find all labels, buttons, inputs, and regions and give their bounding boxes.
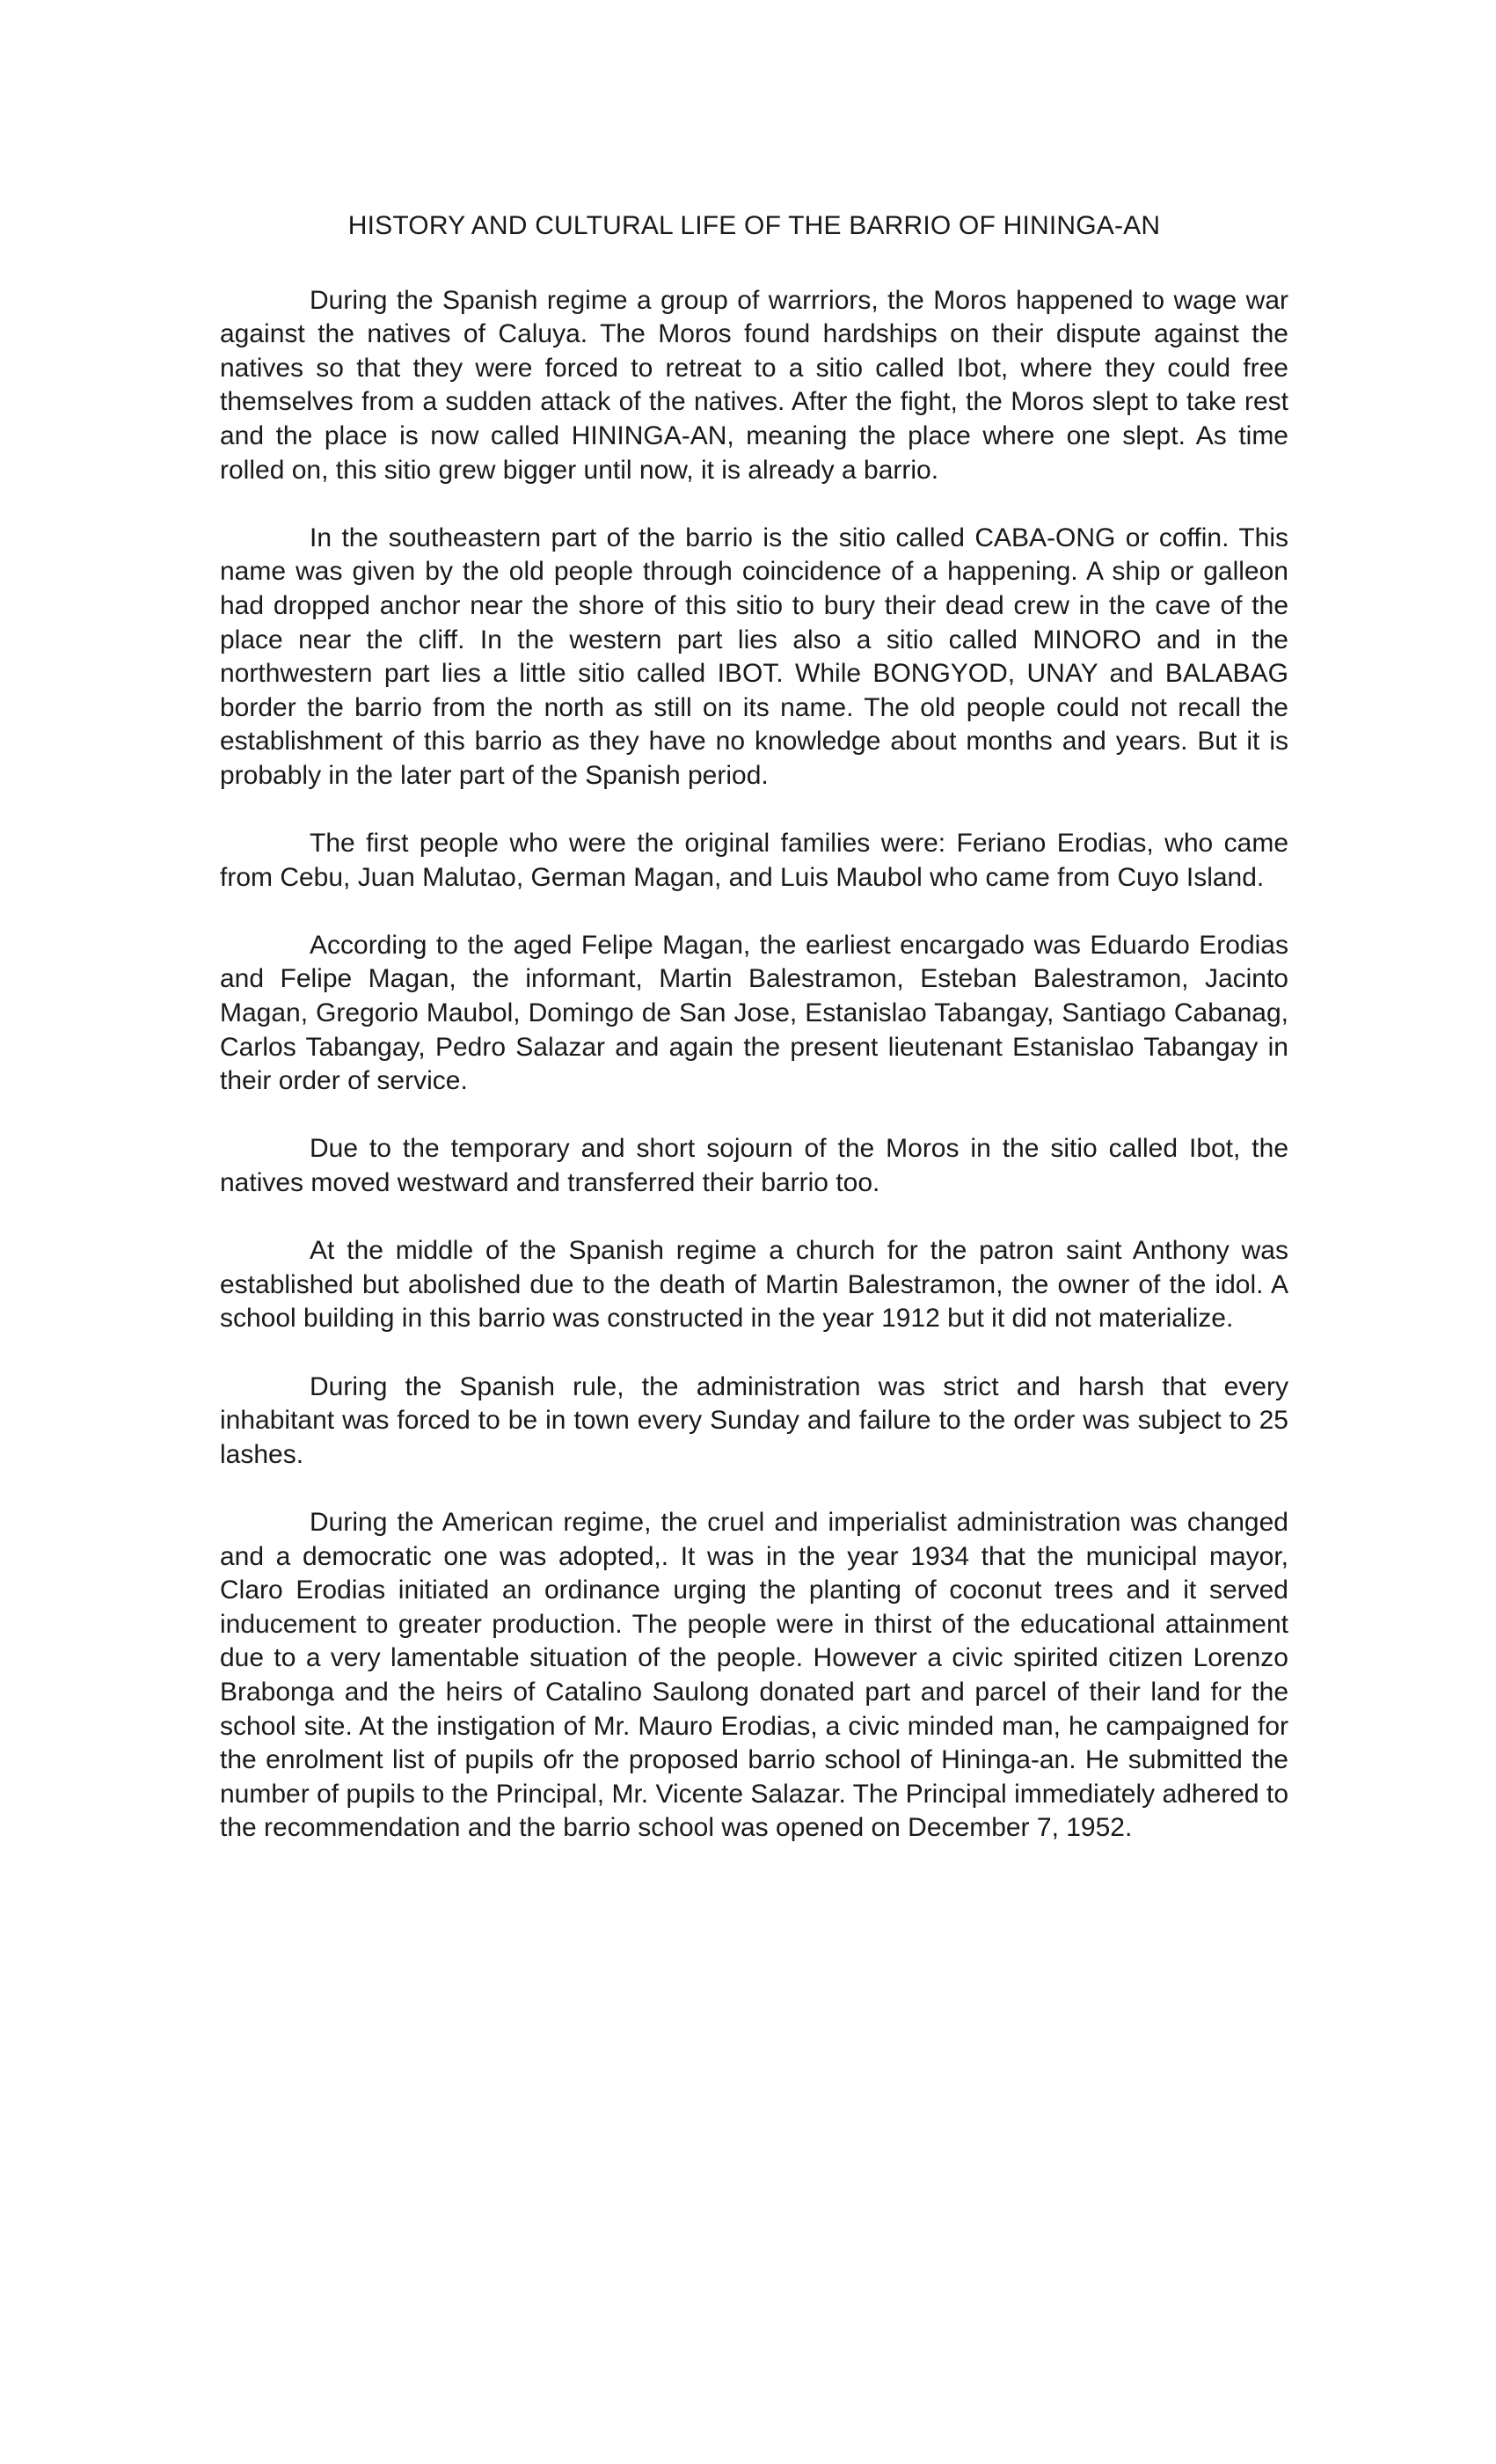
paragraph-american-regime: During the American regime, the cruel and imperialist administration was changed and a democratic one was adopted,. It was in the year 1934 that the municipal mayor, Claro Erodias initiated an ordinance urging the planting of coconut trees and it served inducement to greater production. The people were in thirst of the educational attainment due to a very lamentable situation of the people. However a civic spirited citizen Lorenzo Brabonga and the heirs of Catalino Saulong donated part and parcel of their land for the school site. At the instigation of Mr. Mauro Erodias, a civic minded man, he campaigned for the enrolment list of pupils ofr the proposed barrio school of Hininga-an. He submitted the number of pupils to the Principal, Mr. Vicente Salazar. The Principal immediately adhered to the recommendation and the barrio school was opened on December 7, 1952. [220,1507,1288,1843]
document-title: HISTORY AND CULTURAL LIFE OF THE BARRIO OF HININGA-AN [347,211,1161,240]
paragraph-relocation: Due to the temporary and short sojourn of the Moros in the sitio called Ibot, the natives moved westward and transferred their barrio too. [220,1134,1288,1198]
paragraph-church: At the middle of the Spanish regime a church for the patron saint Anthony was established but abolished due to the death of Martin Balestramon, the owner of the idol. A school building in this barrio was constructed in the year 1912 but it did not materialize. [220,1236,1288,1334]
paragraph-first-families: The first people who were the original families were: Feriano Erodias, who came from Cebu, Juan Malutao, German Magan, and Luis Maubol who came from Cuyo Island. [220,829,1288,892]
paragraph-encargados: According to the aged Felipe Magan, the earliest encargado was Eduardo Erodias and Felipe Magan, the informant, Martin Balestramon, Esteban Balestramon, Jacinto Magan, Gregorio Maubol, Domingo de San Jose, Estanislao Tabangay, Santiago Cabanag, Carlos Tabangay, Pedro Salazar and again the present lieutenant Estanislao Tabangay in their order of service. [220,930,1288,1096]
paragraph-spanish-rule: During the Spanish rule, the administration was strict and harsh that every inhabitant was forced to be in town every Sunday and failure to the order was subject to 25 lashes. [220,1371,1288,1469]
paragraph-origin: During the Spanish regime a group of warrriors, the Moros happened to wage war against the natives of Caluya. The Moros found hardships on their dispute against the natives so that they were forced to retreat to a sitio called Ibot, where they could free themselves from a sudden attack of the natives. After the fight, the Moros slept to take rest and the place is now called HININGA-AN, meaning the place where one slept. As time rolled on, this sitio grew bigger until now, it is already a barrio. [220,285,1288,485]
document-body [220,209,1288,1846]
paragraph-sitios: In the southeastern part of the barrio is the sitio called CABA-ONG or coffin. This name was given by the old people through coincidence of a happening. A ship or galleon had dropped anchor near the shore of this sitio to bury their dead crew in the cave of the place near the cliff. In the western part lies also a sitio called MINORO and in the northwestern part lies a little sitio called IBOT. While BONGYOD, UNAY and BALABAG border the barrio from the north as still on its name. The old people could not recall the establishment of this barrio as they have no knowledge about months and years. But it is probably in the later part of the Spanish period. [220,523,1288,790]
